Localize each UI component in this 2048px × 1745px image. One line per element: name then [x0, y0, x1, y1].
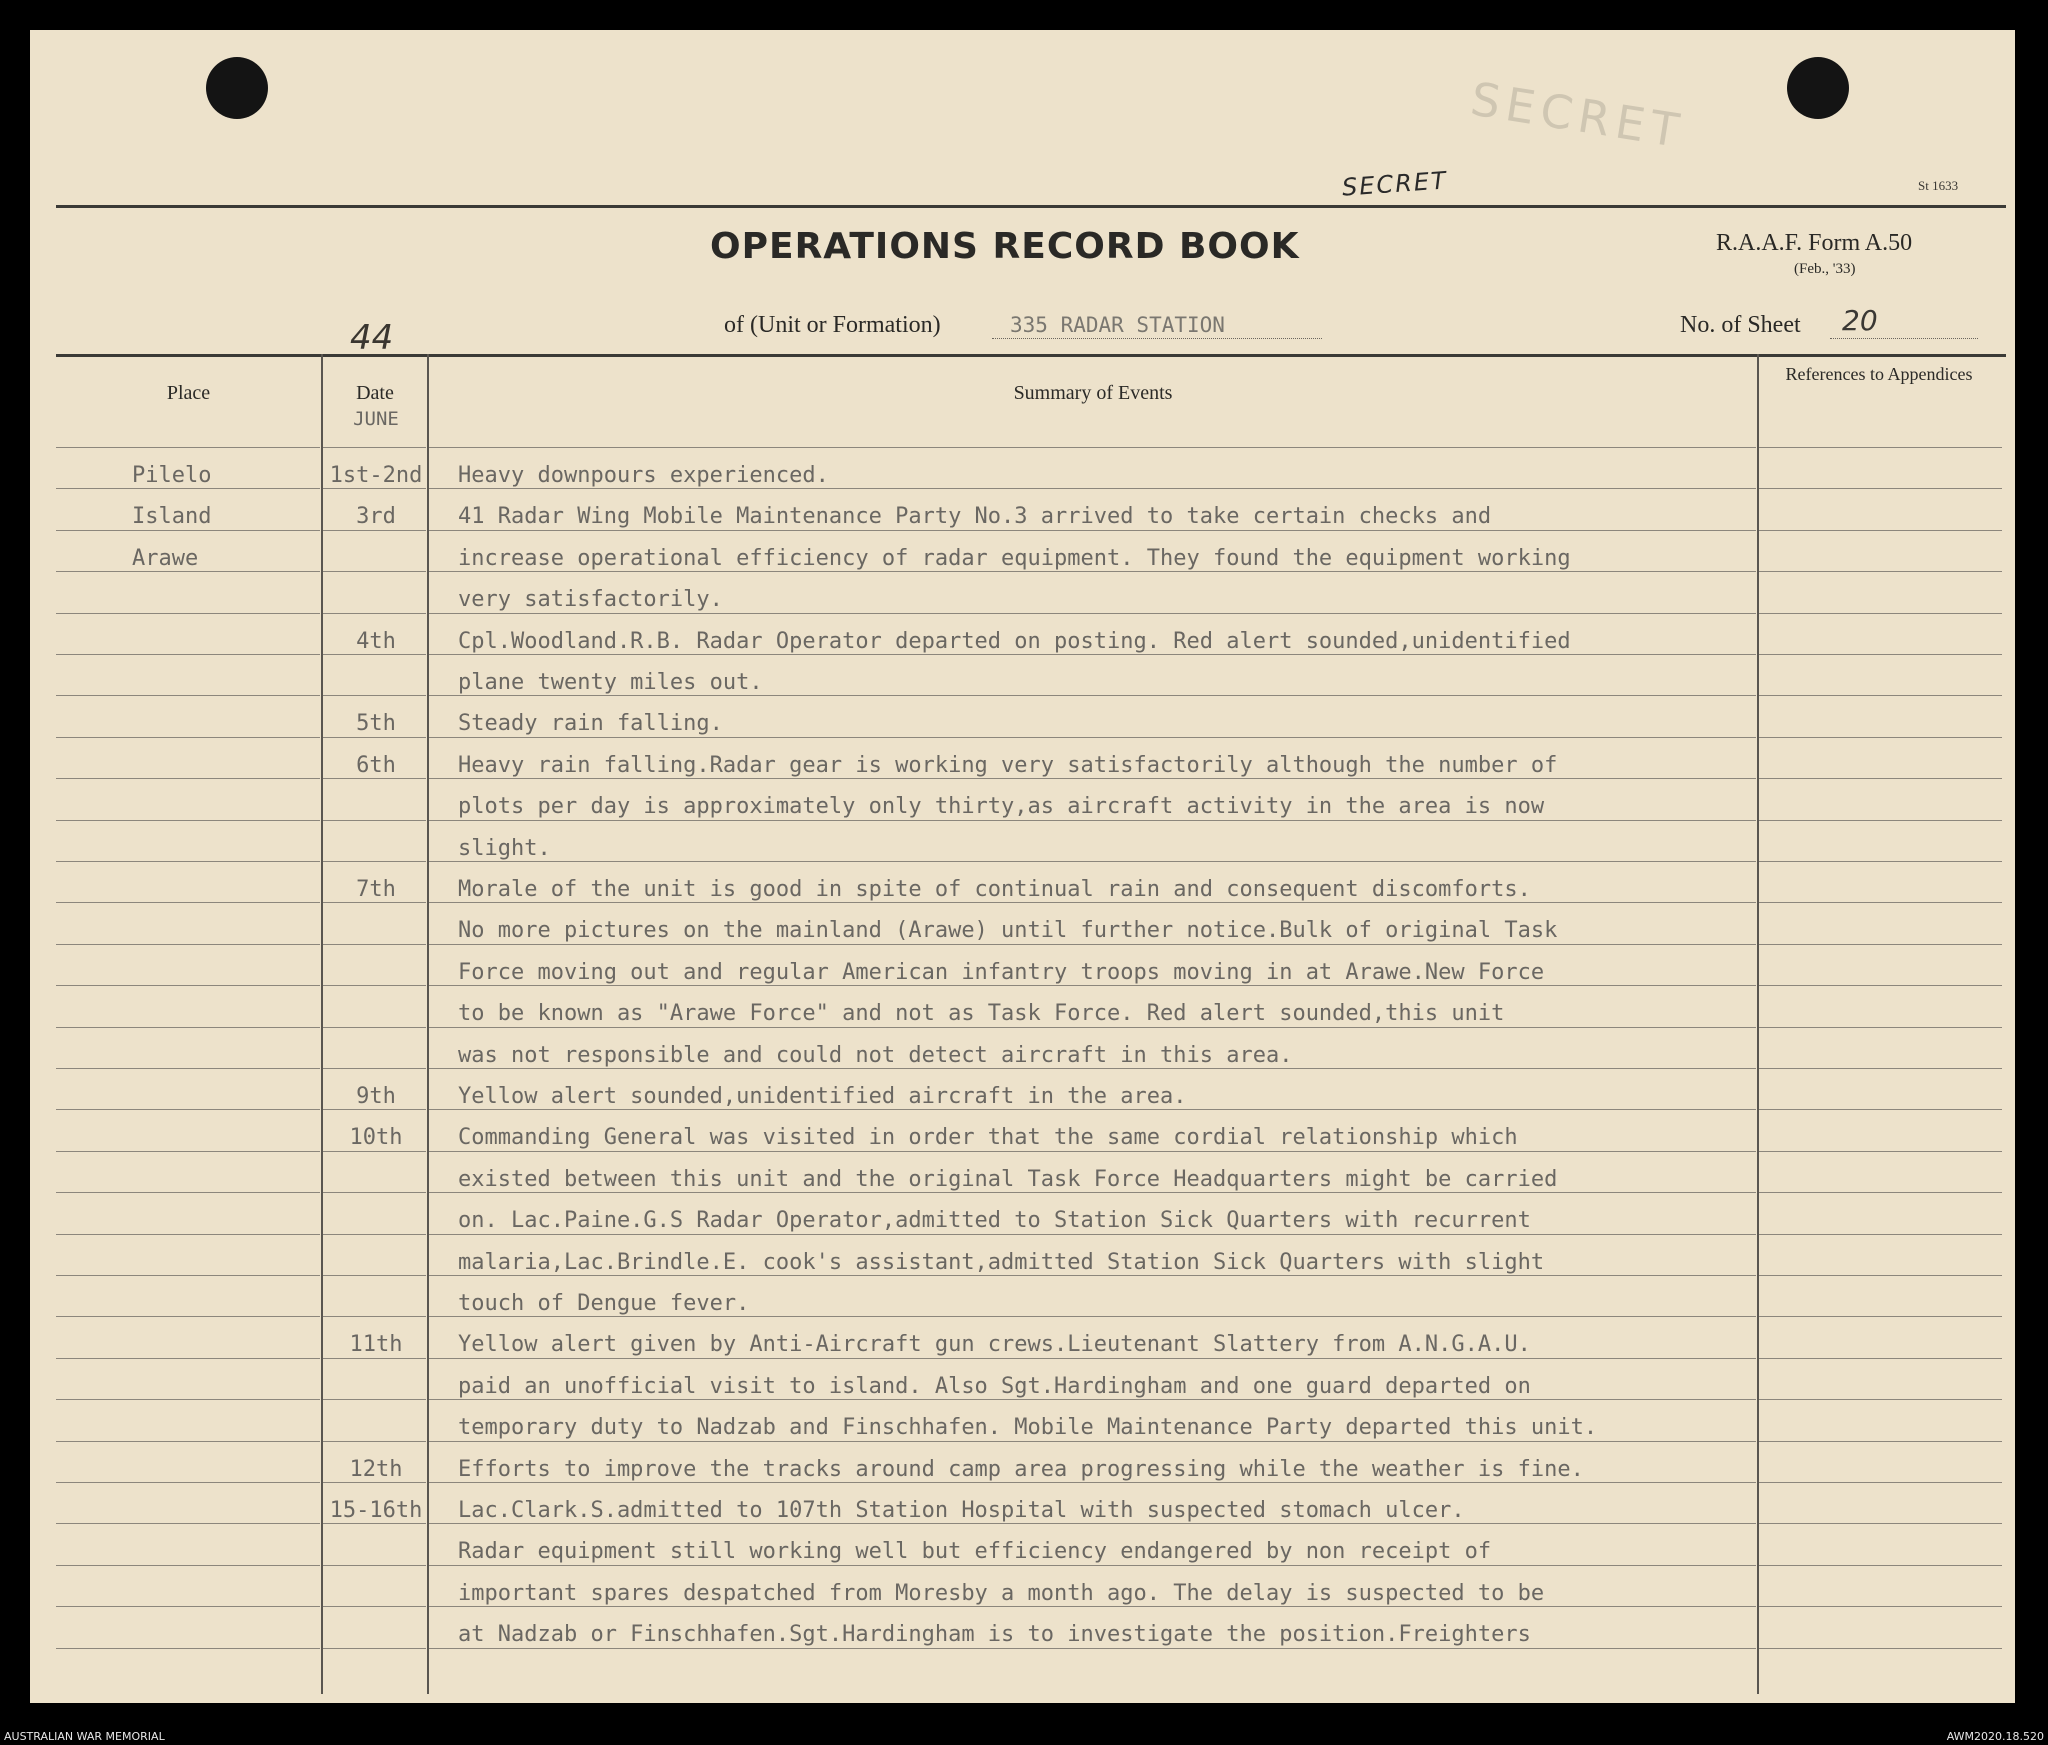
ruled-line [1759, 1399, 2002, 1400]
ruled-line [56, 861, 320, 862]
ruled-line [323, 737, 426, 738]
ruled-line [1759, 1316, 2002, 1317]
ruled-line [1759, 1648, 2002, 1649]
ruled-line [429, 778, 1756, 779]
ruled-line [323, 902, 426, 903]
ruled-line [1759, 737, 2002, 738]
entry-text: important spares despatched from Moresby a month ago. The delay is suspected to be [458, 1581, 1545, 1606]
ruled-line [429, 1316, 1756, 1317]
ruled-line [323, 1151, 426, 1152]
ruled-line [1759, 654, 2002, 655]
ruled-line [56, 1441, 320, 1442]
entry-date: 6th [356, 753, 396, 778]
ruled-line [429, 902, 1756, 903]
ruled-line [56, 1358, 320, 1359]
ruled-line [56, 1192, 320, 1193]
ruled-line [323, 654, 426, 655]
punch-hole-right [1787, 57, 1849, 119]
ruled-line [429, 944, 1756, 945]
ruled-line [1759, 530, 2002, 531]
entry-text: temporary duty to Nadzab and Finschhafen. Mobile Maintenance Party departed this unit. [458, 1415, 1598, 1440]
entry-date: 10th [349, 1125, 403, 1150]
form-title: OPERATIONS RECORD BOOK [710, 226, 1300, 267]
ruled-line [323, 778, 426, 779]
entry-text: Heavy rain falling.Radar gear is working very satisfactorily although the number of [458, 753, 1558, 778]
entry-text: plots per day is approximately only thirty,as aircraft activity in the area is now [458, 794, 1545, 819]
ruled-line [56, 1606, 320, 1607]
header-rule [56, 354, 2006, 357]
ruled-line [1759, 944, 2002, 945]
ruled-line [429, 1234, 1756, 1235]
entry-text: Commanding General was visited in order that the same cordial relationship which [458, 1125, 1518, 1150]
ruled-line [1759, 778, 2002, 779]
secret-stamp: SECRET [1467, 71, 1689, 159]
entry-date: 11th [349, 1332, 403, 1357]
ruled-line [323, 861, 426, 862]
ruled-line [429, 488, 1756, 489]
ruled-line [323, 1441, 426, 1442]
ruled-line [429, 1399, 1756, 1400]
ruled-line [323, 1482, 426, 1483]
ruled-line [56, 778, 320, 779]
footer-accession: AWM2020.18.520 [1946, 1730, 2044, 1743]
column-header-place: Place [166, 382, 211, 404]
ruled-line [1759, 1109, 2002, 1110]
ruled-line [1759, 447, 2002, 448]
ruled-line [429, 1482, 1756, 1483]
punch-hole-left [206, 57, 268, 119]
entry-text: to be known as "Arawe Force" and not as Task Force. Red alert sounded,this unit [458, 1001, 1505, 1026]
ruled-line [1759, 1234, 2002, 1235]
entry-date: 1st-2nd [329, 463, 423, 488]
entry-text: Yellow alert sounded,unidentified aircraft in the area. [458, 1084, 1187, 1109]
entry-text: Radar equipment still working well but efficiency endangered by non receipt of [458, 1539, 1492, 1564]
entry-text: 41 Radar Wing Mobile Maintenance Party No.3 arrived to take certain checks and [458, 504, 1492, 529]
ruled-line [56, 1648, 320, 1649]
entry-text: Force moving out and regular American infantry troops moving in at Arawe.New Force [458, 960, 1545, 985]
column-header-summary: Summary of Events [1013, 382, 1173, 404]
ruled-line [323, 1648, 426, 1649]
ruled-line [56, 1109, 320, 1110]
ruled-line [429, 1441, 1756, 1442]
ruled-line [323, 820, 426, 821]
ruled-line [56, 985, 320, 986]
ruled-line [323, 1316, 426, 1317]
ruled-line [429, 571, 1756, 572]
ruled-line [429, 1109, 1756, 1110]
ruled-line [1759, 695, 2002, 696]
entry-text: existed between this unit and the original Task Force Headquarters might be carried [458, 1167, 1558, 1192]
form-name: R.A.A.F. Form A.50 [1716, 230, 1913, 256]
ruled-line [56, 488, 320, 489]
unit-value: 335 RADAR STATION [1010, 313, 1225, 337]
form-date: (Feb., '33) [1794, 261, 1856, 277]
ruled-line [56, 1316, 320, 1317]
ruled-line [429, 1068, 1756, 1069]
entry-place: Arawe [132, 546, 199, 571]
entry-date: 5th [356, 711, 396, 736]
ruled-line [323, 1234, 426, 1235]
ruled-line [1759, 820, 2002, 821]
column-divider-place [321, 354, 323, 1694]
entry-date: 9th [356, 1084, 396, 1109]
ruled-line [1759, 1027, 2002, 1028]
ruled-line [56, 571, 320, 572]
ruled-line [429, 1648, 1756, 1649]
ruled-line [323, 1275, 426, 1276]
top-rule [56, 205, 2006, 208]
ruled-line [1759, 1606, 2002, 1607]
ruled-line [429, 1027, 1756, 1028]
ruled-line [429, 530, 1756, 531]
ruled-line [323, 1523, 426, 1524]
record-sheet [30, 30, 2015, 1703]
ruled-line [323, 695, 426, 696]
ruled-line [1759, 1482, 2002, 1483]
ruled-line [56, 1565, 320, 1566]
entry-text: plane twenty miles out. [458, 670, 763, 695]
entry-date: 3rd [356, 504, 396, 529]
ruled-line [1759, 1068, 2002, 1069]
entry-text: Yellow alert given by Anti-Aircraft gun crews.Lieutenant Slattery from A.N.G.A.U. [458, 1332, 1531, 1357]
ruled-line [323, 1109, 426, 1110]
ruled-line [56, 1027, 320, 1028]
ruled-line [56, 654, 320, 655]
entry-text: Efforts to improve the tracks around camp area progressing while the weather is fine. [458, 1457, 1584, 1482]
entry-text: Heavy downpours experienced. [458, 463, 829, 488]
ruled-line [56, 944, 320, 945]
ruled-line [1759, 985, 2002, 986]
entry-place: Pilelo [132, 463, 212, 488]
entry-text: touch of Dengue fever. [458, 1291, 750, 1316]
entry-text: very satisfactorily. [458, 587, 723, 612]
entry-date: 15-16th [329, 1498, 423, 1523]
sheet-value: 20 [1842, 304, 1878, 337]
entry-place: Island [132, 504, 212, 529]
column-divider-summary [1757, 354, 1759, 1694]
ruled-line [323, 613, 426, 614]
footer-institution: AUSTRALIAN WAR MEMORIAL [4, 1730, 165, 1743]
ruled-line [56, 737, 320, 738]
entry-text: No more pictures on the mainland (Arawe) until further notice.Bulk of original Task [458, 918, 1558, 943]
ruled-line [323, 530, 426, 531]
ruled-line [429, 1565, 1756, 1566]
entry-text: Lac.Clark.S.admitted to 107th Station Hospital with suspected stomach ulcer. [458, 1498, 1465, 1523]
ruled-line [429, 1523, 1756, 1524]
entry-text: Cpl.Woodland.R.B. Radar Operator departed on posting. Red alert sounded,unidentified [458, 629, 1571, 654]
ruled-line [56, 820, 320, 821]
ruled-line [56, 1234, 320, 1235]
entry-date: 4th [356, 629, 396, 654]
ruled-line [1759, 571, 2002, 572]
sheet-label: No. of Sheet [1680, 312, 1801, 338]
entry-date: 7th [356, 877, 396, 902]
ruled-line [429, 1606, 1756, 1607]
ruled-line [1759, 902, 2002, 903]
ruled-line [429, 1151, 1756, 1152]
ruled-line [429, 985, 1756, 986]
ruled-line [1759, 1565, 2002, 1566]
ruled-line [1759, 488, 2002, 489]
entry-text: on. Lac.Paine.G.S Radar Operator,admitted to Station Sick Quarters with recurrent [458, 1208, 1531, 1233]
entry-text: paid an unofficial visit to island. Also Sgt.Hardingham and one guard departed on [458, 1374, 1531, 1399]
ruled-line [56, 613, 320, 614]
ruled-line [429, 1192, 1756, 1193]
ruled-line [429, 654, 1756, 655]
ruled-line [56, 1523, 320, 1524]
ruled-line [323, 1399, 426, 1400]
ruled-line [429, 861, 1756, 862]
ruled-line [323, 1565, 426, 1566]
ruled-line [323, 1068, 426, 1069]
ruled-line [429, 737, 1756, 738]
margin-number: 44 [350, 318, 394, 358]
ruled-line [56, 1399, 320, 1400]
ruled-line [1759, 1441, 2002, 1442]
ruled-line [429, 1275, 1756, 1276]
ruled-line [429, 1358, 1756, 1359]
entry-text: at Nadzab or Finschhafen.Sgt.Hardingham is to investigate the position.Freighters [458, 1622, 1531, 1647]
ruled-line [56, 447, 320, 448]
ruled-line [1759, 1358, 2002, 1359]
ruled-line [56, 1275, 320, 1276]
entry-text: was not responsible and could not detect aircraft in this area. [458, 1043, 1293, 1068]
ruled-line [56, 1482, 320, 1483]
ruled-line [323, 488, 426, 489]
footer-bar [0, 1728, 2048, 1745]
unit-underline [992, 338, 1322, 339]
entry-date: 12th [349, 1457, 403, 1482]
ruled-line [429, 695, 1756, 696]
ruled-line [323, 1027, 426, 1028]
secret-handwritten: SECRET [1341, 166, 1449, 202]
ruled-line [1759, 861, 2002, 862]
ruled-line [1759, 1151, 2002, 1152]
entry-text: Steady rain falling. [458, 711, 723, 736]
form-code: St 1633 [1918, 178, 1959, 193]
ruled-line [323, 1358, 426, 1359]
ruled-line [323, 1192, 426, 1193]
ruled-line [323, 571, 426, 572]
entry-text: increase operational efficiency of radar equipment. They found the equipment working [458, 546, 1571, 571]
column-header-date-month: JUNE [353, 408, 399, 430]
ruled-line [429, 613, 1756, 614]
ruled-line [56, 530, 320, 531]
ruled-line [56, 1068, 320, 1069]
sheet-underline [1830, 338, 1978, 339]
ruled-line [56, 902, 320, 903]
ruled-line [323, 985, 426, 986]
column-divider-date [427, 354, 429, 1694]
ruled-line [323, 447, 426, 448]
ruled-line [56, 695, 320, 696]
ruled-line [56, 1151, 320, 1152]
unit-label: of (Unit or Formation) [724, 312, 941, 338]
entry-text: Morale of the unit is good in spite of continual rain and consequent discomforts. [458, 877, 1531, 902]
ruled-line [1759, 1523, 2002, 1524]
ruled-line [1759, 1275, 2002, 1276]
column-header-date: Date [356, 382, 394, 404]
ruled-line [1759, 613, 2002, 614]
entry-text: slight. [458, 836, 551, 861]
ruled-line [429, 447, 1756, 448]
ruled-line [323, 944, 426, 945]
ruled-line [1759, 1192, 2002, 1193]
ruled-line [429, 820, 1756, 821]
column-header-references: References to Appendices [1785, 364, 1973, 384]
entry-text: malaria,Lac.Brindle.E. cook's assistant,admitted Station Sick Quarters with slight [458, 1250, 1545, 1275]
ruled-line [323, 1606, 426, 1607]
